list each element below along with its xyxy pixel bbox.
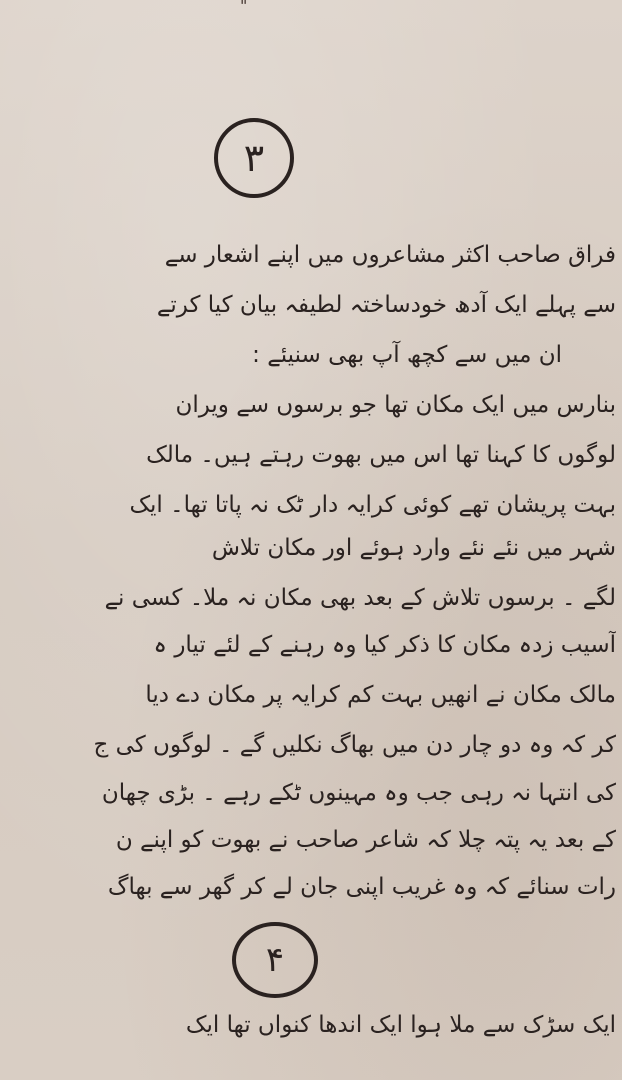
text-line: بہت پریشان تھے کوئی کرایہ دار ٹک نہ پاتا تھا۔ ایک [129, 492, 616, 518]
section-number-circle [232, 922, 318, 998]
text-line: کے بعد یہ پتہ چلا کہ شاعر صاحب نے بھوت کو اپنے ن [115, 827, 616, 853]
text-line: ایک سڑک سے ملا ہوا ایک اندھا کنواں تھا ایک [185, 1012, 616, 1038]
section-number: ٣ [243, 136, 265, 180]
text-line: آسیب زدہ مکان کا ذکر کیا وہ رہنے کے لئے تیار ہ [153, 632, 616, 658]
text-line: شہر میں نئے نئے وارد ہوئے اور مکان تلاش [211, 535, 616, 561]
section-number: ۴ [265, 940, 285, 980]
text-line: فراق صاحب اکثر مشاعروں میں اپنے اشعار سے [164, 242, 616, 268]
text-line: سے پہلے ایک آدھ خودساختہ لطیفہ بیان کیا کرتے [156, 292, 616, 318]
text-line: لگے ۔ برسوں تلاش کے بعد بھی مکان نہ ملا۔ کسی نے [104, 585, 616, 611]
page-top-mark: " [240, 0, 248, 15]
text-line: کر کہ وہ دو چار دن میں بھاگ نکلیں گے ۔ لوگوں کی ج [93, 732, 616, 758]
text-line: لوگوں کا کہنا تھا اس میں بھوت رہتے ہیں۔ مالک [146, 442, 616, 468]
text-line: کی انتہا نہ رہی جب وہ مہینوں ٹکے رہے ۔ بڑی چھان [101, 780, 616, 806]
text-line: ان میں سے کچھ آپ بھی سنیئے : [252, 342, 562, 368]
text-line: مالک مکان نے انھیں بہت کم کرایہ پر مکان دے دیا [145, 682, 616, 708]
text-line: بنارس میں ایک مکان تھا جو برسوں سے ویران [175, 392, 616, 418]
section-number-circle [214, 118, 294, 198]
text-line: رات سنائے کہ وہ غریب اپنی جان لے کر گھر سے بھاگ [107, 874, 616, 900]
